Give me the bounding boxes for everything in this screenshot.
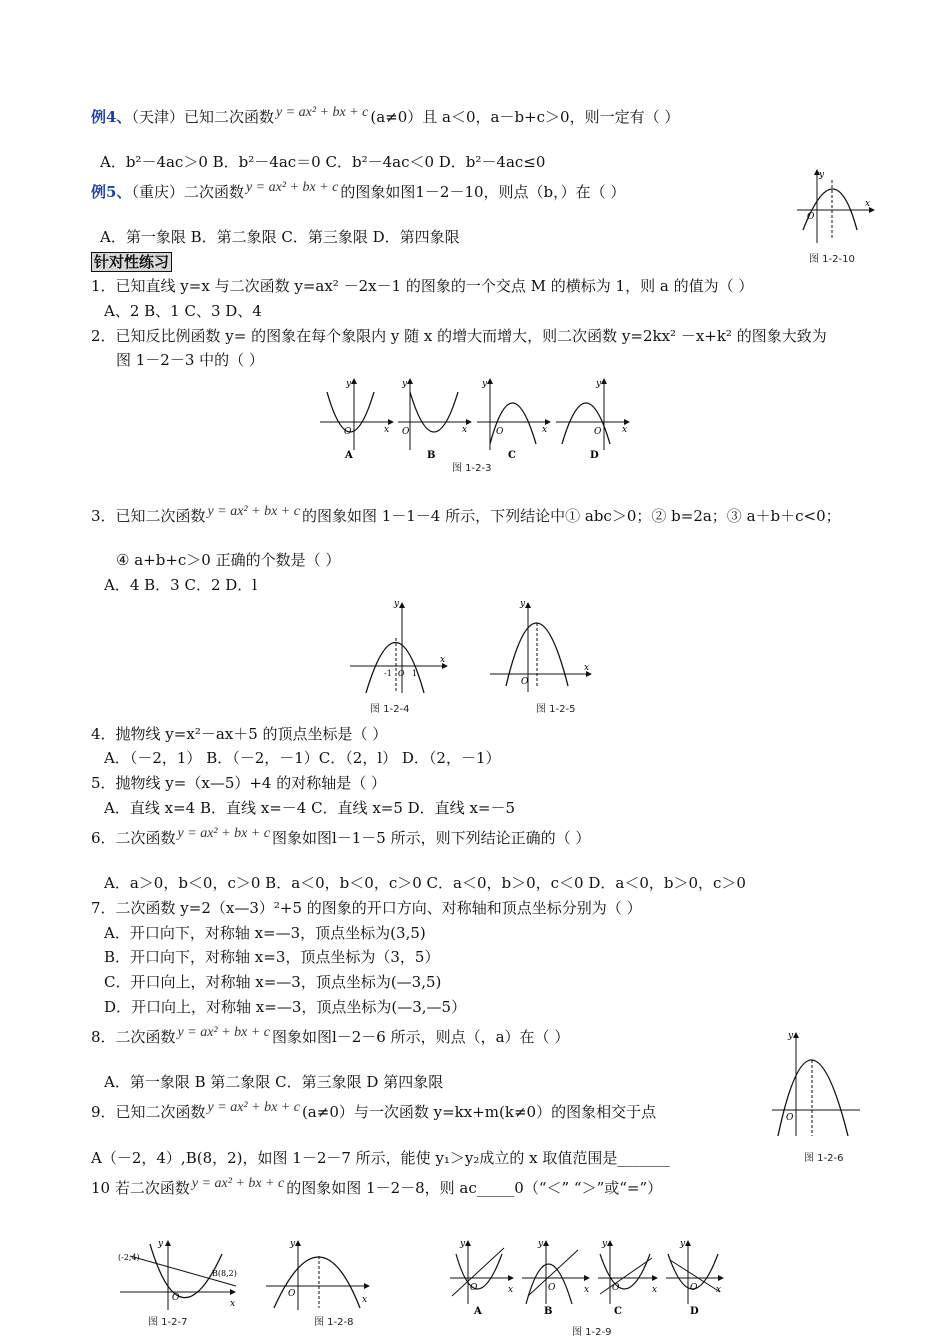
svg-text:O: O xyxy=(470,1283,478,1293)
svg-text:x: x xyxy=(462,425,468,435)
graph-a xyxy=(320,378,394,461)
svg-text:x: x xyxy=(362,1295,368,1305)
figure-1-2-4 xyxy=(348,598,453,696)
svg-text:B: B xyxy=(427,450,436,461)
figure-1-2-10-caption: 图 1-2-10 xyxy=(809,254,855,265)
question-7-option-d: D．开口向上，对称轴 x=—3，顶点坐标为(—3,—5） xyxy=(104,998,467,1016)
figure-1-2-7-caption: 图 1-2-7 xyxy=(148,1317,188,1328)
figure-1-2-5 xyxy=(488,596,598,696)
svg-text:C: C xyxy=(508,450,516,461)
figure-1-2-4-caption: 图 1-2-4 xyxy=(370,704,410,715)
question-6: 6．二次函数 y = ax² + bx + c 图象如图l－1－5 所示，则下列结论正确的（ ） xyxy=(91,826,591,847)
svg-text:A: A xyxy=(474,1306,482,1317)
example-4-line: 例4、（天津）已知二次函数 y = ax² + bx + c (a≠0）且 a＜0，a－b+c＞0，则一定有（ ） xyxy=(91,105,680,126)
svg-text:y: y xyxy=(482,379,488,389)
svg-text:x: x xyxy=(622,425,628,435)
formula: y = ax² + bx + c xyxy=(177,826,270,841)
example-4-label: 例4、 xyxy=(91,108,132,126)
formula: y = ax² + bx + c xyxy=(207,1100,300,1115)
question-2-line2: 图 1－2－3 中的（ ） xyxy=(116,351,264,369)
graph-9c xyxy=(598,1239,658,1317)
graph-d xyxy=(556,378,630,461)
question-5: 5．抛物线 y=（x—5）+4 的对称轴是（ ） xyxy=(91,774,387,792)
formula: y = ax² + bx + c xyxy=(245,180,339,195)
svg-text:A: A xyxy=(345,450,353,461)
question-4-options: A．（－2，1） B．（－2，－1）C．（2，l） D．（2，－1） xyxy=(104,749,501,767)
graph-9d xyxy=(666,1239,724,1317)
figure-1-2-8-caption: 图 1-2-8 xyxy=(314,1317,354,1328)
svg-text:(-2,4): (-2,4) xyxy=(118,1253,140,1262)
svg-text:x: x xyxy=(542,425,548,435)
svg-text:x: x xyxy=(584,1285,590,1295)
svg-text:C: C xyxy=(614,1306,622,1317)
svg-text:x: x xyxy=(865,199,871,209)
svg-text:O: O xyxy=(690,1283,698,1293)
svg-text:x: x xyxy=(652,1285,658,1295)
question-4: 4．抛物线 y=x²－ax＋5 的顶点坐标是（ ） xyxy=(91,725,388,743)
svg-text:x: x xyxy=(716,1285,722,1295)
question-3-options: A．4 B．3 C．2 D．l xyxy=(104,576,258,594)
svg-text:O: O xyxy=(521,677,529,687)
question-1: 1．已知直线 y=x 与二次函数 y=ax² －2x－1 的图象的一个交点 M 的横标为 1，则 a 的值为（ ） xyxy=(91,277,754,295)
question-9: 9．已知二次函数 y = ax² + bx + c (a≠0）与一次函数 y=kx+m(k≠0）的图象相交于点 xyxy=(91,1100,657,1121)
svg-text:O: O xyxy=(172,1293,180,1303)
svg-text:x: x xyxy=(384,425,390,435)
example-4-options: A．b²－4ac＞0 B．b²－4ac＝0 C．b²－4ac＜0 D．b²－4ac≤0 xyxy=(100,153,546,171)
svg-text:D: D xyxy=(590,450,599,461)
question-8: 8．二次函数 y = ax² + bx + c 图象如图l－2－6 所示，则点（，a）在（ ） xyxy=(91,1025,570,1046)
example-5-line: 例5、（重庆）二次函数 y = ax² + bx + c 的图象如图1－2－10，则点（b，）在（ ） xyxy=(91,180,626,201)
graph-b xyxy=(398,378,472,461)
svg-text:B: B xyxy=(544,1306,553,1317)
graph-9a xyxy=(450,1239,514,1317)
formula: y = ax² + bx + c xyxy=(207,504,300,519)
svg-text:O: O xyxy=(807,212,815,222)
graph-9b xyxy=(522,1239,590,1317)
svg-text:y: y xyxy=(520,599,526,609)
figure-1-2-6 xyxy=(770,1024,870,1144)
figure-1-2-7 xyxy=(118,1236,240,1311)
svg-text:1: 1 xyxy=(412,669,418,678)
svg-text:-1: -1 xyxy=(384,669,392,678)
svg-text:D: D xyxy=(690,1306,699,1317)
question-9-line2: A（－2，4）,B(8，2)，如图 1－2－7 所示，能使 y₁＞y₂成立的 x 取值范围是_______ xyxy=(91,1149,670,1167)
question-3-line2: ④ a+b+c＞0 正确的个数是（ ） xyxy=(116,551,341,569)
question-7-option-a: A．开口向下，对称轴 x=—3，顶点坐标为(3,5) xyxy=(104,924,426,942)
svg-text:O: O xyxy=(786,1113,794,1123)
svg-text:O: O xyxy=(398,669,405,678)
svg-text:y: y xyxy=(602,1239,608,1249)
formula: y = ax² + bx + c xyxy=(191,1176,285,1191)
example-5-options: A．第一象限 B．第二象限 C．第三象限 D．第四象限 xyxy=(100,228,460,246)
formula: y = ax² + bx + c xyxy=(275,105,369,120)
svg-text:y: y xyxy=(788,1031,794,1041)
figure-1-2-3 xyxy=(312,372,642,472)
question-10: 10 若二次函数 y = ax² + bx + c 的图象如图 1－2－8，则 ac_____0（“＜” “＞”或“=”） xyxy=(91,1176,663,1197)
figure-1-2-9-caption: 图 1-2-9 xyxy=(572,1327,612,1338)
formula: y = ax² + bx + c xyxy=(177,1025,270,1040)
question-1-options: A、2 B、1 C、3 D、4 xyxy=(104,302,262,320)
figure-1-2-6-caption: 图 1-2-6 xyxy=(804,1153,844,1164)
question-7-option-b: B．开口向下，对称轴 x=3，顶点坐标为（3，5） xyxy=(104,948,440,966)
svg-text:O: O xyxy=(594,427,602,437)
example-5-label: 例5、 xyxy=(91,183,132,201)
question-3: 3．已知二次函数 y = ax² + bx + c 的图象如图 1－1－4 所示，下列结论中① abc＞0；② b=2a；③ a＋b＋c<0； xyxy=(91,504,841,525)
svg-text:x: x xyxy=(584,663,590,673)
svg-text:y: y xyxy=(596,379,602,389)
question-6-options: A．a＞0，b＜0，c＞0 B．a＜0，b＜0，c＞0 C．a＜0，b＞0，c＜0 D．a＜0，b＞0，c＞0 xyxy=(104,874,746,892)
figure-1-2-8 xyxy=(264,1236,374,1311)
svg-text:O: O xyxy=(496,427,504,437)
question-8-options: A．第一象限 B 第二象限 C．第三象限 D 第四象限 xyxy=(104,1073,444,1091)
figure-1-2-5-caption: 图 1-2-5 xyxy=(536,704,576,715)
svg-text:y: y xyxy=(290,1239,296,1249)
svg-text:y: y xyxy=(460,1239,466,1249)
figure-1-2-9 xyxy=(446,1238,726,1318)
svg-text:x: x xyxy=(440,655,446,665)
svg-text:x: x xyxy=(230,1299,236,1309)
svg-text:O: O xyxy=(288,1289,296,1299)
svg-text:x: x xyxy=(508,1285,514,1295)
svg-text:O: O xyxy=(548,1283,556,1293)
question-7-option-c: C．开口向上，对称轴 x=—3，顶点坐标为(—3,5) xyxy=(104,973,442,991)
question-7: 7．二次函数 y=2（x—3）²+5 的图象的开口方向、对称轴和顶点坐标分别为（ ） xyxy=(91,899,642,917)
svg-text:y: y xyxy=(538,1239,544,1249)
svg-text:y: y xyxy=(680,1239,686,1249)
svg-text:y: y xyxy=(819,170,825,180)
svg-text:y: y xyxy=(402,379,408,389)
section-title: 针对性练习 xyxy=(91,252,172,272)
graph-c xyxy=(477,378,551,461)
svg-text:y: y xyxy=(394,599,400,609)
svg-text:B(8,2): B(8,2) xyxy=(212,1269,237,1278)
question-2: 2．已知反比例函数 y= 的图象在每个象限内 y 随 x 的增大而增大，则二次函数 y=2kx² －x+k² 的图象大致为 xyxy=(91,327,827,345)
svg-text:O: O xyxy=(344,427,352,437)
svg-text:y: y xyxy=(346,379,352,389)
svg-text:O: O xyxy=(612,1283,620,1293)
question-5-options: A．直线 x=4 B．直线 x=－4 C．直线 x=5 D．直线 x=－5 xyxy=(104,799,516,817)
figure-1-2-10 xyxy=(795,168,877,246)
figure-1-2-3-caption: 图 1-2-3 xyxy=(452,463,492,474)
svg-text:y: y xyxy=(158,1239,164,1249)
svg-text:O: O xyxy=(402,427,410,437)
